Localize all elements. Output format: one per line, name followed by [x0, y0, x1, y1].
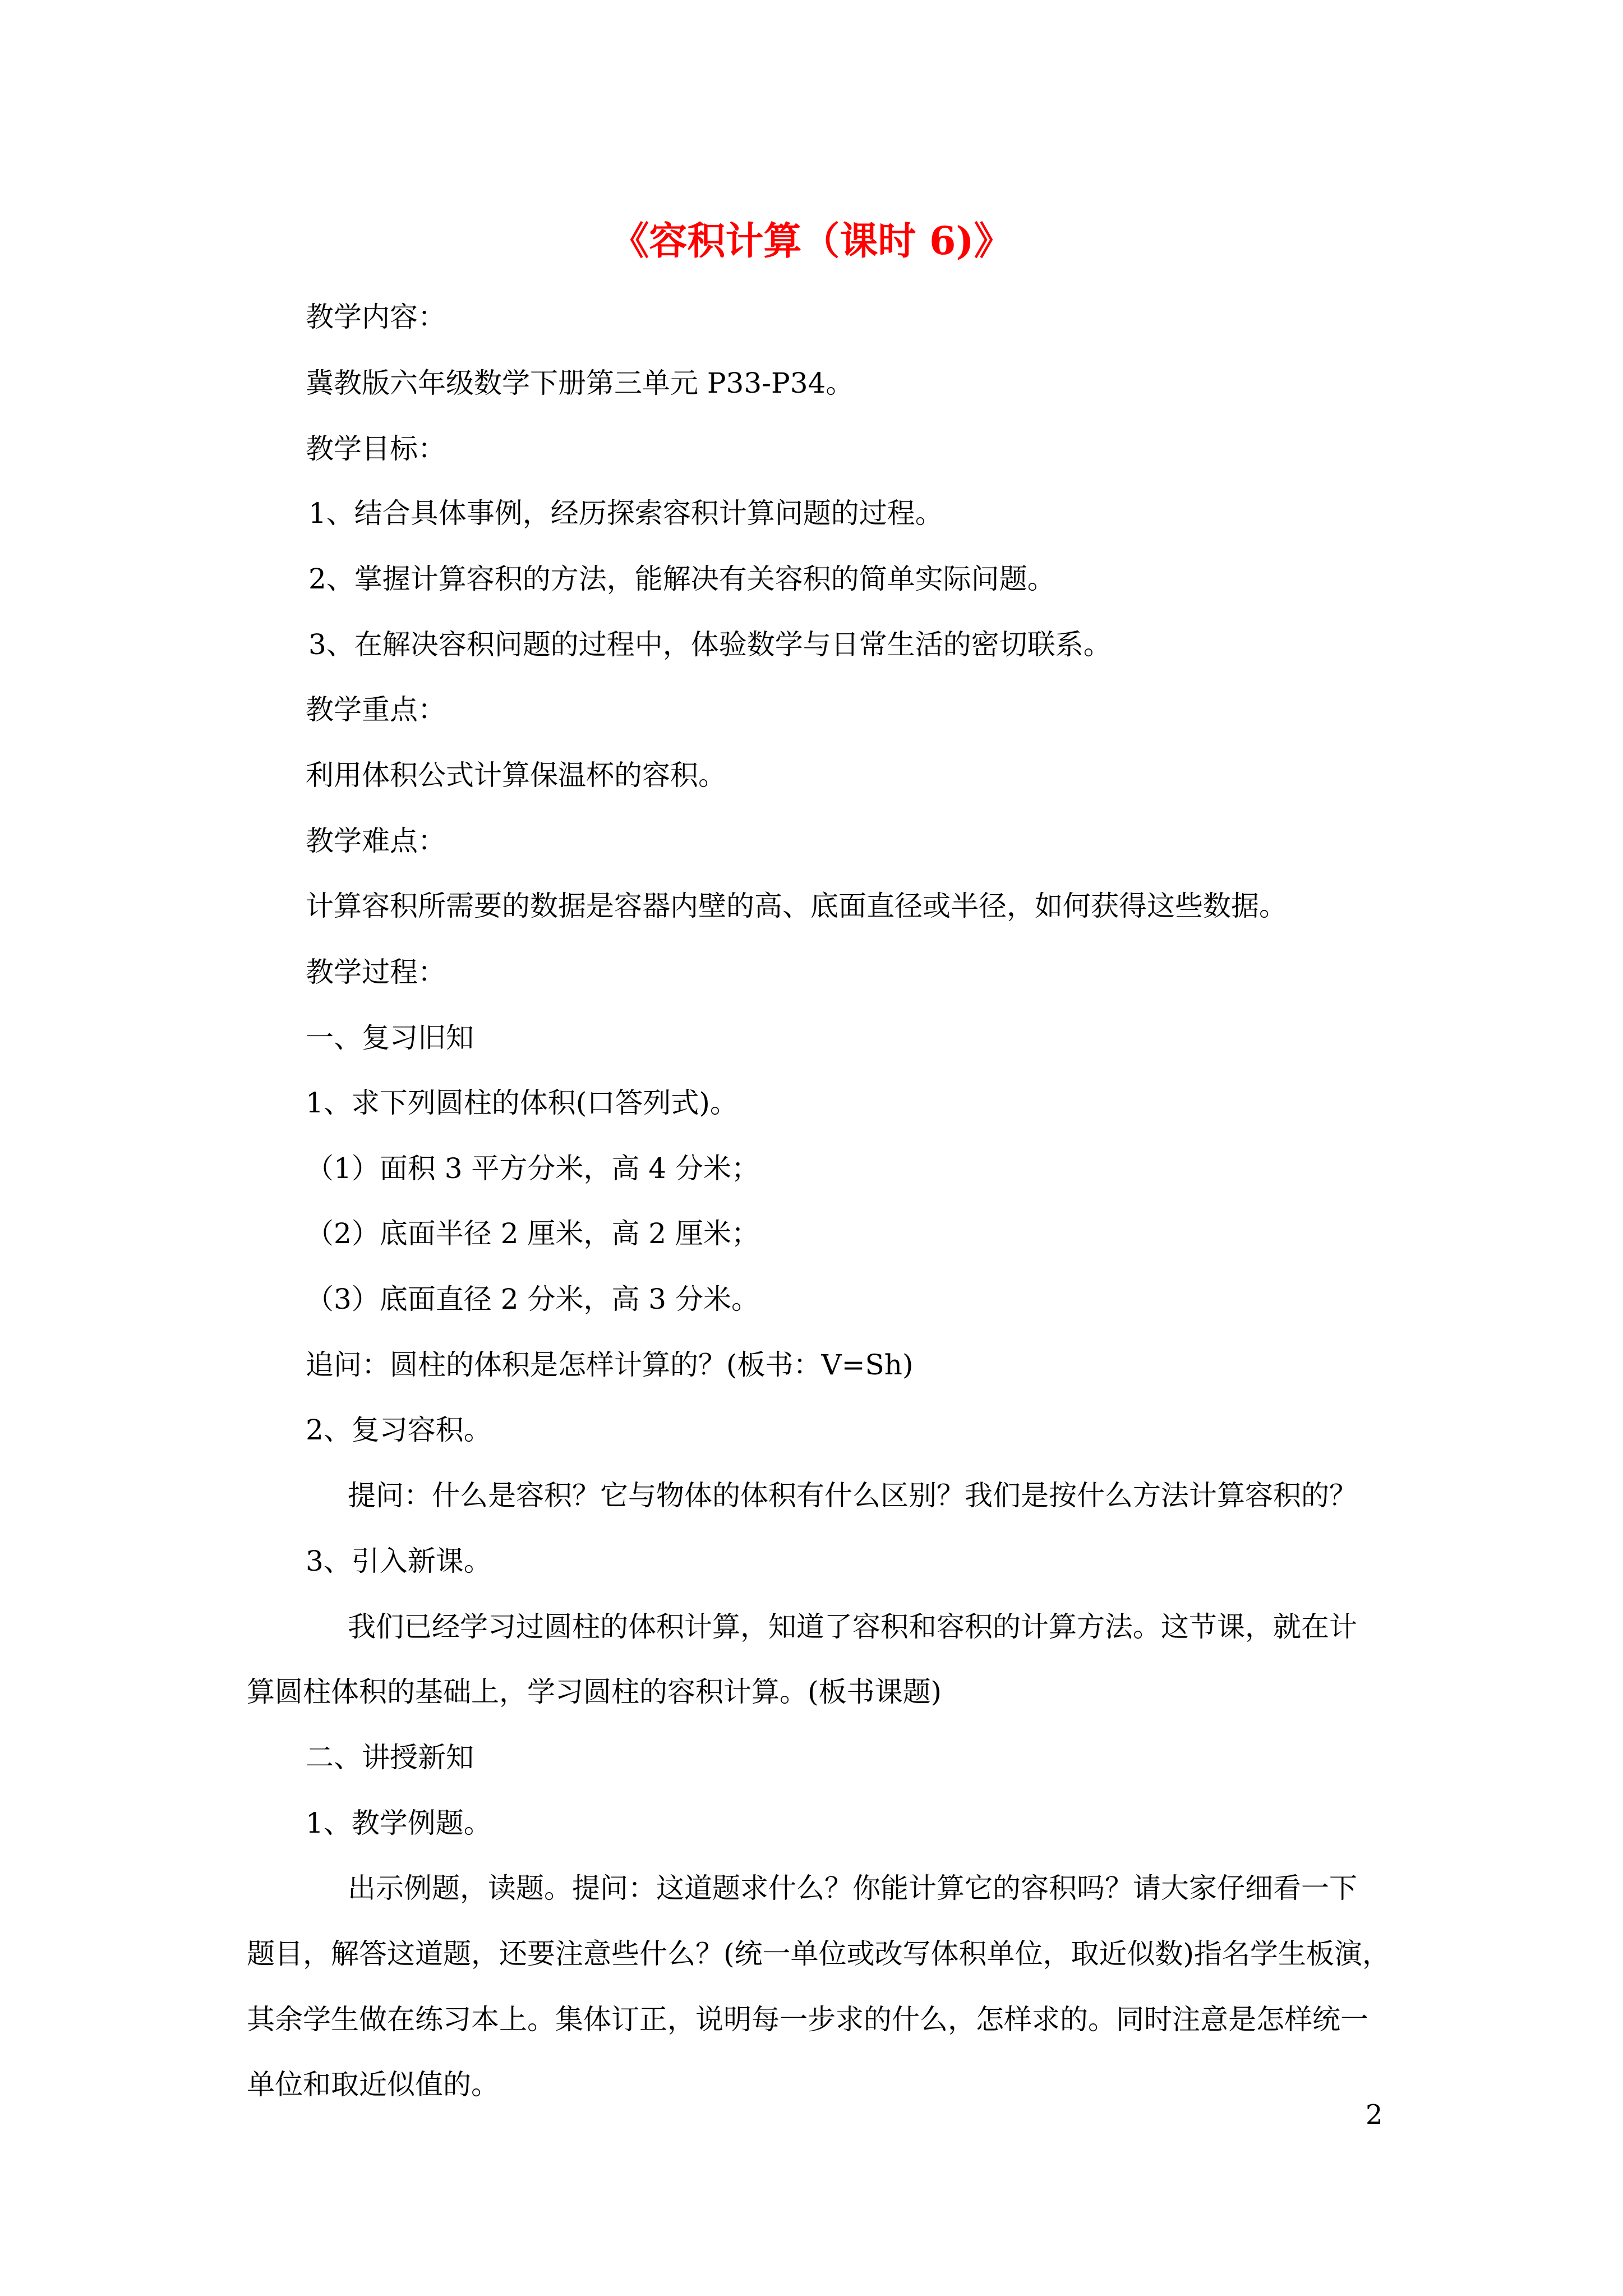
text-line: 提问：什么是容积？它与物体的体积有什么区别？我们是按什么方法计算容积的？ — [348, 1479, 1357, 1512]
text-line: （3）底面直径 2 分米，高 3 分米。 — [306, 1283, 760, 1315]
text-line: 我们已经学习过圆柱的体积计算，知道了容积和容积的计算方法。这节课，就在计 — [348, 1611, 1357, 1643]
text-line: 计算容积所需要的数据是容器内壁的高、底面直径或半径，如何获得这些数据。 — [306, 890, 1287, 922]
text-line: 2、掌握计算容积的方法，能解决有关容积的简单实际问题。 — [308, 563, 1055, 595]
text-line: 1、教学例题。 — [306, 1807, 492, 1839]
text-line: （2）底面半径 2 厘米，高 2 厘米； — [306, 1217, 760, 1250]
text-line: 教学目标： — [306, 432, 446, 465]
text-line: 冀教版六年级数学下册第三单元 P33-P34。 — [306, 367, 854, 399]
page-number: 2 — [1366, 2099, 1383, 2131]
text-line: 教学难点： — [306, 825, 446, 857]
text-line: 1、求下列圆柱的体积(口答列式)。 — [306, 1087, 738, 1119]
text-line: 1、结合具体事例，经历探索容积计算问题的过程。 — [308, 497, 943, 530]
text-line: 3、引入新课。 — [306, 1545, 492, 1577]
text-line: 追问：圆柱的体积是怎样计算的？(板书：V=Sh) — [306, 1349, 914, 1381]
text-line: 一、复习旧知 — [306, 1022, 474, 1054]
text-line: 算圆柱体积的基础上，学习圆柱的容积计算。(板书课题) — [247, 1676, 942, 1708]
text-line: 二、讲授新知 — [306, 1741, 474, 1774]
text-line: 利用体积公式计算保温杯的容积。 — [306, 759, 726, 792]
text-line: 其余学生做在练习本上。集体订正，说明每一步求的什么，怎样求的。同时注意是怎样统一 — [247, 2003, 1368, 2036]
text-line: 单位和取近似值的。 — [247, 2068, 499, 2101]
text-line: 教学内容： — [306, 301, 446, 333]
document-title: 《容积计算（课时 6)》 — [611, 219, 1012, 264]
text-line: 2、复习容积。 — [306, 1414, 492, 1446]
text-line: 题目，解答这道题，还要注意些什么？(统一单位或改写体积单位，取近似数)指名学生板演， — [247, 1938, 1391, 1970]
text-line: 3、在解决容积问题的过程中，体验数学与日常生活的密切联系。 — [308, 628, 1112, 661]
text-line: （1）面积 3 平方分米，高 4 分米； — [306, 1152, 760, 1185]
text-line: 教学过程： — [306, 956, 446, 988]
text-line: 出示例题，读题。提问：这道题求什么？你能计算它的容积吗？请大家仔细看一下 — [348, 1872, 1357, 1904]
text-line: 教学重点： — [306, 693, 446, 726]
